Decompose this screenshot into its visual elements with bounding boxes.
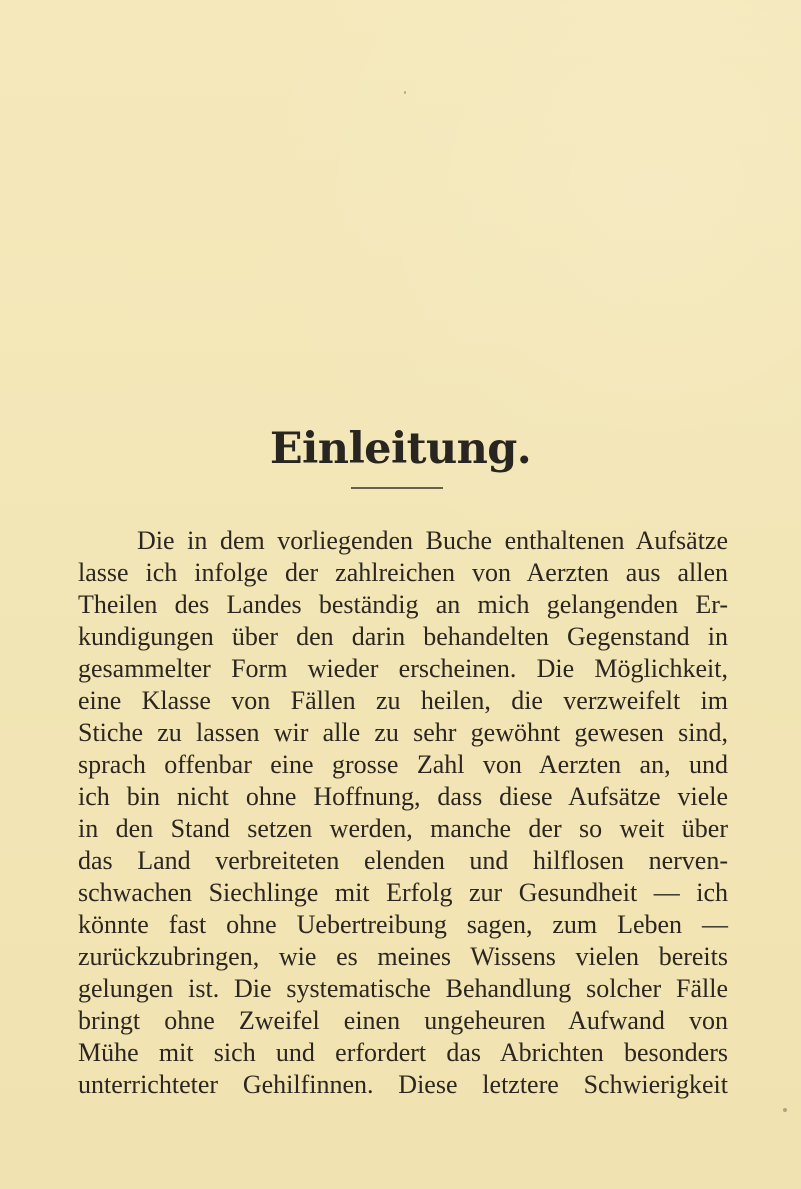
paragraph-line: Stiche zu lassen wir alle zu sehr gewöhnt gewesen sind,	[78, 718, 728, 747]
chapter-heading: Einleitung.	[269, 423, 532, 474]
paragraph-line: gesammelter Form wieder erscheinen. Die Möglichkeit,	[78, 654, 728, 683]
paragraph-line: das Land verbreiteten elenden und hilflosen nerven-	[78, 846, 728, 875]
paragraph-line: könnte fast ohne Uebertreibung sagen, zum Leben —	[78, 910, 728, 939]
paragraph-line: zurückzubringen, wie es meines Wissens vielen bereits	[78, 942, 728, 971]
paragraph-line: schwachen Siechlinge mit Erfolg zur Gesundheit — ich	[78, 878, 728, 907]
heading-divider	[351, 487, 443, 489]
paragraph-line: gelungen ist. Die systematische Behandlung solcher Fälle	[78, 974, 728, 1003]
paper-speck	[404, 91, 406, 94]
paper-speck	[783, 1108, 787, 1112]
paragraph-line: unterrichteter Gehilfinnen. Diese letztere Schwierigkeit	[78, 1070, 728, 1099]
paragraph-line: bringt ohne Zweifel einen ungeheuren Aufwand von	[78, 1006, 728, 1035]
paragraph-line: Theilen des Landes beständig an mich gelangenden Er-	[78, 590, 728, 619]
paragraph-line: in den Stand setzen werden, manche der so weit über	[78, 814, 728, 843]
paragraph-line: kundigungen über den darin behandelten Gegenstand in	[78, 622, 728, 651]
paragraph-line: sprach offenbar eine grosse Zahl von Aerzten an, und	[78, 750, 728, 779]
paragraph-line: Mühe mit sich und erfordert das Abrichten besonders	[78, 1038, 728, 1067]
paragraph-line: lasse ich infolge der zahlreichen von Aerzten aus allen	[78, 558, 728, 587]
paragraph-line: eine Klasse von Fällen zu heilen, die verzweifelt im	[78, 686, 728, 715]
introduction-paragraph	[78, 525, 728, 1101]
paragraph-line: Die in dem vorliegenden Buche enthaltenen Aufsätze	[137, 526, 728, 555]
paragraph-line: ich bin nicht ohne Hoffnung, dass diese Aufsätze viele	[78, 782, 728, 811]
